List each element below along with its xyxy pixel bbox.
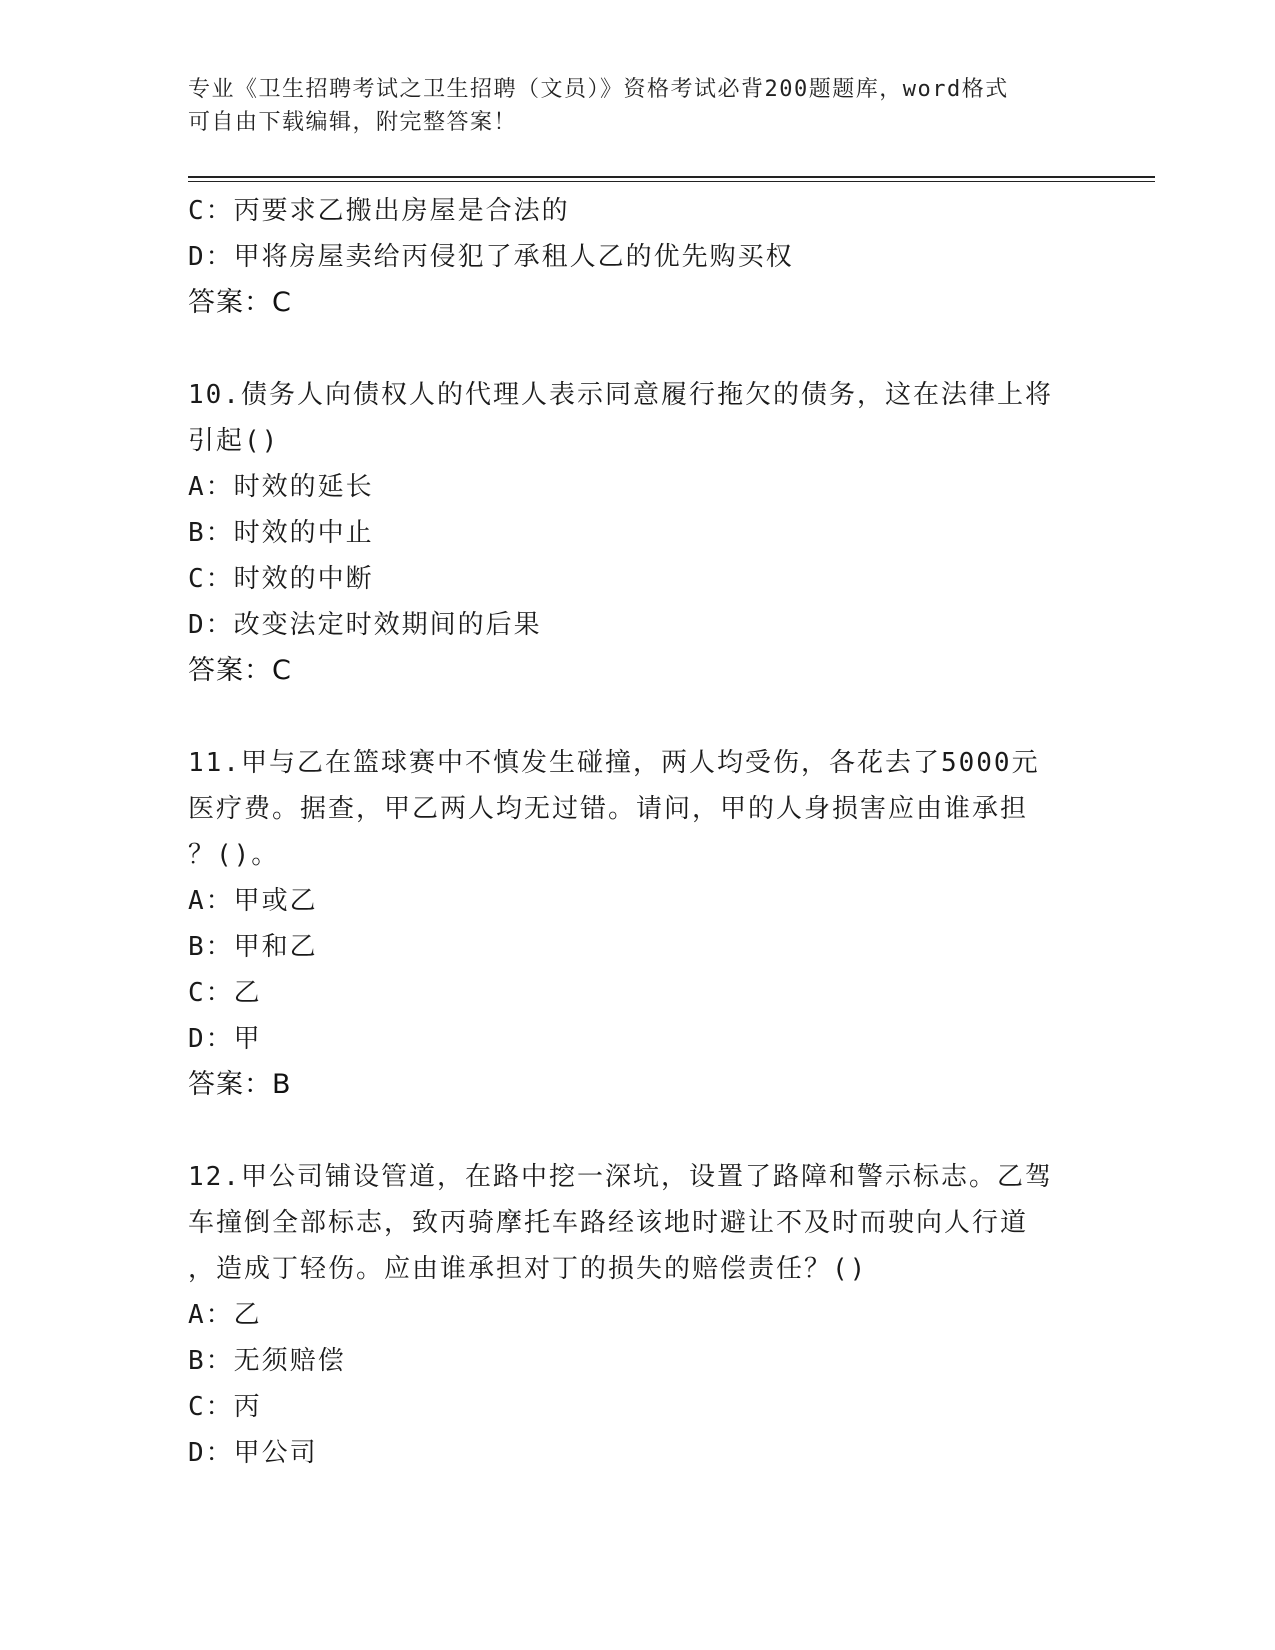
option-a: A：乙: [188, 1300, 262, 1330]
option-c: C：丙要求乙搬出房屋是合法的: [188, 196, 570, 226]
header-line-2: 可自由下载编辑，附完整答案！: [188, 110, 518, 135]
question-stem-line: 医疗费。据查，甲乙两人均无过错。请问，甲的人身损害应由谁承担: [188, 794, 1029, 824]
header-divider-thin: [188, 181, 1155, 182]
header-divider: [188, 176, 1155, 178]
question-stem-line: 车撞倒全部标志，致丙骑摩托车路经该地时避让不及时而驶向人行道: [188, 1208, 1029, 1238]
spacer: [188, 326, 1108, 372]
option-d: D：甲将房屋卖给丙侵犯了承租人乙的优先购买权: [188, 242, 794, 272]
spacer: [188, 1108, 1108, 1154]
question-11: [188, 740, 1108, 1108]
document-header: [188, 73, 1088, 139]
answer-label: 答案：B: [188, 1069, 292, 1100]
option-d: D：甲: [188, 1024, 262, 1054]
answer-label: 答案：C: [188, 287, 292, 318]
option-a: A：甲或乙: [188, 886, 318, 916]
option-b: B：甲和乙: [188, 932, 318, 962]
option-d: D：甲公司: [188, 1438, 318, 1468]
question-stem-line: 10.债务人向债权人的代理人表示同意履行拖欠的债务，这在法律上将: [188, 380, 1053, 410]
question-stem-line: 11.甲与乙在篮球赛中不慎发生碰撞，两人均受伤，各花去了5000元: [188, 748, 1040, 778]
option-b: B：无须赔偿: [188, 1346, 346, 1376]
header-line-1: 专业《卫生招聘考试之卫生招聘（文员）》资格考试必背200题题库，word格式: [188, 77, 1009, 102]
spacer: [188, 694, 1108, 740]
option-d: D：改变法定时效期间的后果: [188, 610, 542, 640]
question-content: [188, 188, 1108, 1476]
option-c: C：乙: [188, 978, 262, 1008]
question-12: [188, 1154, 1108, 1476]
question-10: [188, 372, 1108, 694]
option-a: A：时效的延长: [188, 472, 374, 502]
question-9-continued: [188, 188, 1108, 326]
option-c: C：丙: [188, 1392, 262, 1422]
answer-label: 答案：C: [188, 655, 292, 686]
question-stem-line: 12.甲公司铺设管道，在路中挖一深坑，设置了路障和警示标志。乙驾: [188, 1162, 1053, 1192]
question-stem-line: 引起(): [188, 426, 280, 456]
question-stem-line: ，造成丁轻伤。应由谁承担对丁的损失的赔偿责任？(): [188, 1254, 868, 1284]
question-stem-line: ？()。: [188, 840, 280, 870]
option-c: C：时效的中断: [188, 564, 374, 594]
option-b: B：时效的中止: [188, 518, 374, 548]
